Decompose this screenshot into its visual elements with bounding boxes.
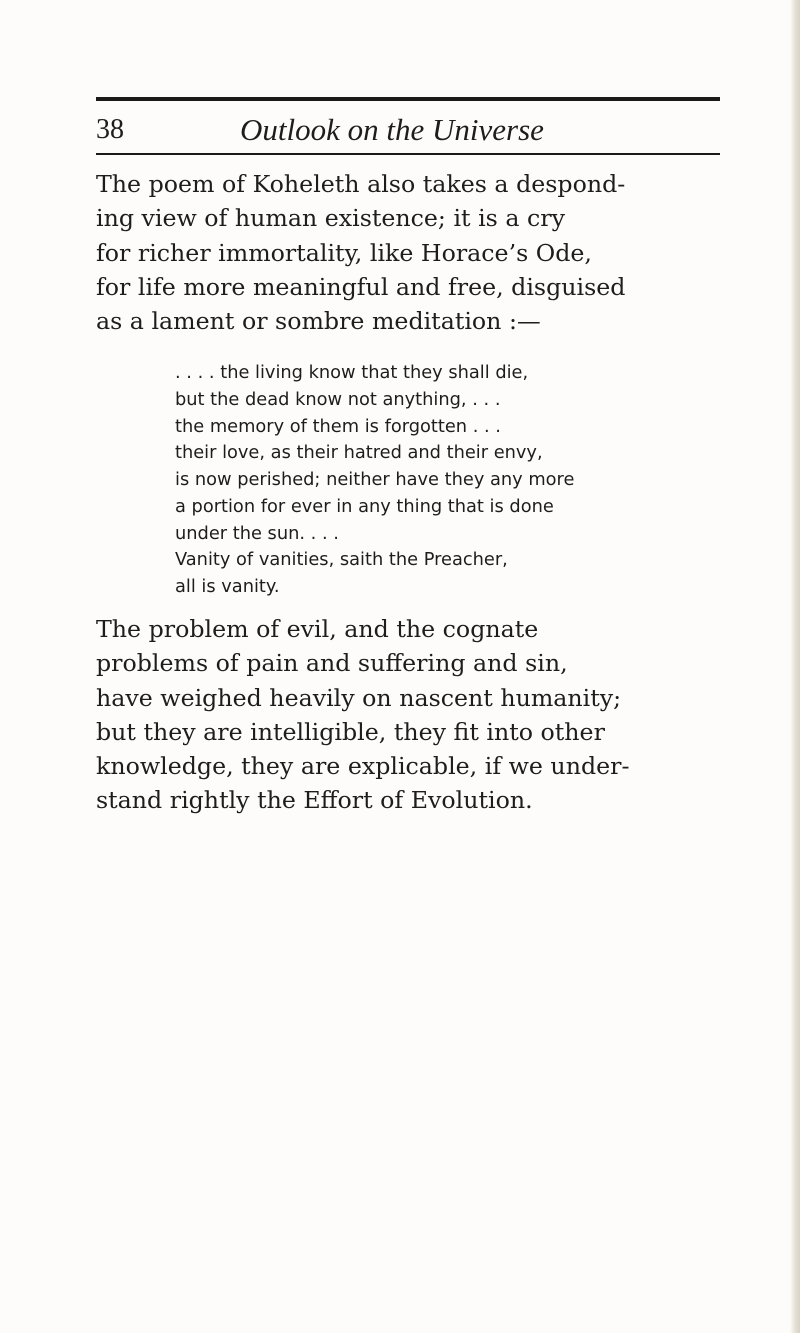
quote-line: a portion for ever in any thing that is done	[175, 495, 554, 517]
quote-line: all is vanity.	[175, 576, 280, 597]
quote-line: but the dead know not anything, . . .	[175, 388, 501, 410]
text-line: ing view of human existence; it is a cry	[96, 204, 565, 233]
quote-line: is now perished; neither have they any more	[175, 469, 575, 490]
text-line: have weighed heavily on nascent humanity;	[96, 683, 622, 712]
text-line: for life more meaningful and free, disguised	[96, 272, 626, 301]
text-line: problems of pain and suffering and sin,	[96, 649, 568, 678]
quote-line: the memory of them is forgotten . . .	[175, 415, 501, 437]
text-line: as a lament or sombre meditation :—	[96, 307, 541, 336]
paragraph-problem-of-evil	[96, 612, 736, 818]
quote-line: their love, as their hatred and their envy,	[175, 442, 543, 464]
text-line: but they are intelligible, they fit into other	[96, 717, 605, 746]
text-line: for richer immortality, like Horace’s Ode,	[96, 238, 592, 267]
running-title: Outlook on the Universe	[240, 112, 544, 147]
text-line: knowledge, they are explicable, if we under-	[96, 752, 630, 781]
paragraph-koheleth	[96, 167, 736, 338]
header-rule-bottom	[96, 153, 720, 155]
text-line: The poem of Koheleth also takes a despond-	[96, 170, 626, 198]
text-line: The problem of evil, and the cognate	[96, 615, 539, 643]
text-line: stand rightly the Effort of Evolution.	[96, 786, 533, 815]
quote-line: Vanity of vanities, saith the Preacher,	[175, 549, 508, 571]
quote-line: . . . . the living know that they shall die,	[175, 362, 529, 383]
page-number: 38	[96, 114, 124, 145]
page-edge	[790, 0, 800, 1333]
block-quotation	[175, 360, 715, 601]
quote-line: under the sun. . . .	[175, 522, 339, 544]
header-rule-top	[96, 97, 720, 101]
running-header	[96, 112, 720, 148]
